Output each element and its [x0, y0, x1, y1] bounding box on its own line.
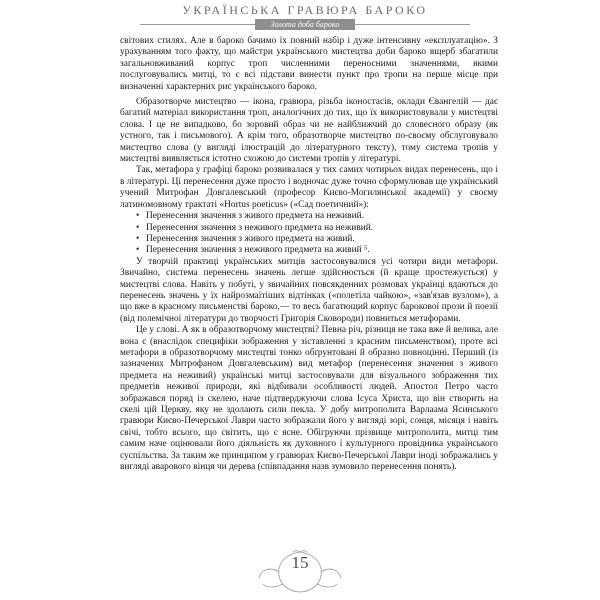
- paragraph-4: У творчій практиці українських митців застосовувалися усі чотири види метафори. Звичайно, система перенесень значень легше здійснюється (й краще простежується) у мистецтві слова. Навіть у побуті, у звичайних повсякденних розмовах українці вдаються до перенесень значень у їх найрозмаїтіших відтінках («полетіла чайкою», «зав'язав вузлом»), а що вже в красному письменстві бароко,— то весь багатющий корпус барокової прози й поезії (від полемічної літератури до творчості Григорія Сковороди) повниться метафорами.: [120, 256, 498, 324]
- running-header: [140, 3, 470, 33]
- list-item: • Перенесення значення з неживого предмета на неживий.: [136, 223, 498, 234]
- running-header-title: УКРАЇНСЬКА ГРАВЮРА БАРОКО: [182, 3, 428, 17]
- list-item: • Перенесення значення з неживого предмета на живий ⁵.: [136, 245, 498, 256]
- paragraph-1: світових стилях. Але в бароко бачимо їх повний набір і дуже інтенсивну «експлуатацію». З урахуванням того факту, що майстри українського мистецтва доби бароко вщерб збагатили загальновживаний корпус троп численними переносними значеннями, якими послуговувались митці, то є всі підстави винести пункт про тропи на перше місце при визначенні характерних рис українського бароко.: [120, 36, 498, 92]
- paragraph-3: Так, метафора у графіці бароко розвивалася у тих самих чотирьох видах перенесень, що і в літературі. Ці перенесення дуже просто і водночас дуже точно сформулював ще український учений Митрофан Довгалевський (професор Києво-Могилянської академії) у своєму латиномовному трактаті «Hortus poeticus» («Сад поетичний»):: [120, 165, 498, 210]
- list-item: • Перенесення значення з живого предмета на неживий.: [136, 211, 498, 222]
- metaphor-types-list: [120, 211, 498, 257]
- running-header-subtitle: Золота доба бароко: [255, 19, 355, 30]
- paragraph-5: Це у слові. А як в образотворчому мистецтві? Певна річ, різниця не така вже й велика, але вона є (внаслідок специфіки зображення у зіставленні з красним письменством), проте всі метафори в образотворчому мистецтві тонко обґрунтовані й образно повноцінні. Перший (із зазначених Митрофаном Довгалевським) вид метафор (перенесення значення з живого предмета на неживий) українські митці застосовували для візуального зображення тих предметів неживої природи, які відбивали особливості людей. Апостол Петро часто зображався поряд із скелею, наче підтверджуючи слова Ісуса Христа, що він створить на скелі цій Церкву, яку не здолають сили пекла. У добу митрополита Варлаама Ясинського гравюри Києво-Печерської Лаври часто зображали його у вигляді зорі, сонця, місяця і навіть свічі, тобто всього, що світить, що є ясне. Обігруючи прізвище митрополита, митці тим самим наче оцінювали його діяльність як духовного і культурного провідника українського суспільства. За таким же принципом у гравюрах Києво-Печерської Лаври іноді зображались у вигляді аварового вінця чи дерева (співпадання назв зумовило перенесення понять).: [120, 325, 498, 473]
- page-body: [120, 36, 498, 473]
- list-item: • Перенесення значення з живого предмета на живий.: [136, 234, 498, 245]
- page-number: 15: [291, 553, 309, 572]
- paragraph-2: Образотворче мистецтво — ікона, гравюра, різьба іконостасів, оклади Євангелій — дає багатий матеріал використання троп, аналогічних до тих, що їх використовували у мистецтві слова. І це не випадково, бо зоровий образ чи не найближчий до словесного образу (як устного, так і письмового). А крім того, образотворче мистецтво по-своєму обслуговувало мистецтво слова (у вигляді ілюстрацій до літературного тексту), тому система тропів у мистецтві виявляється істотно схожою до системи тропів у літературі.: [120, 97, 498, 165]
